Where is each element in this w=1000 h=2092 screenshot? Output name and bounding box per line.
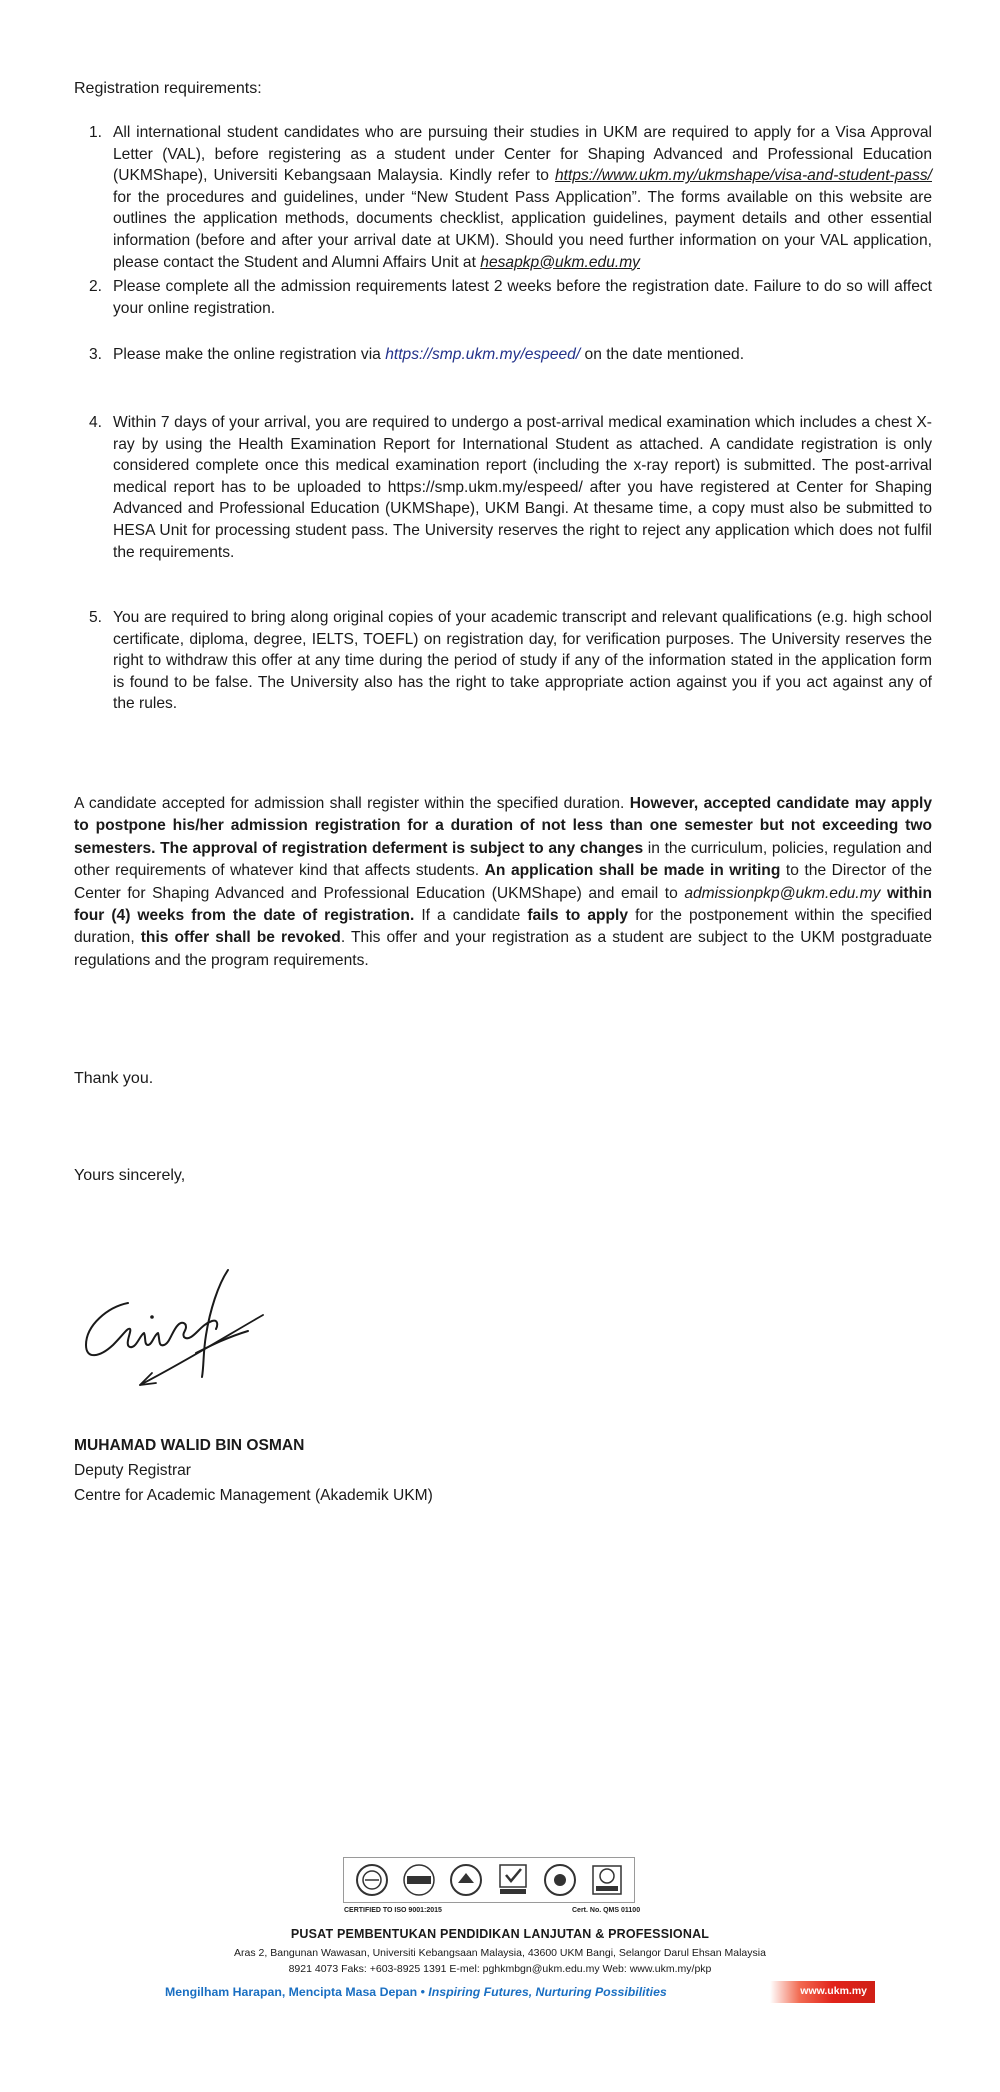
tagline-english: Inspiring Futures, Nurturing Possibilities (428, 1985, 667, 1999)
paragraph-text: A candidate accepted for admission shall register within the specified duration. (74, 795, 630, 812)
admission-email-link[interactable]: admissionpkp@ukm.edu.my (684, 884, 881, 902)
signature-image (78, 1265, 288, 1390)
website-banner (770, 1981, 875, 2003)
list-item (74, 276, 932, 319)
espeed-link[interactable]: https://smp.ukm.my/espeed/ (385, 346, 581, 363)
certification-logos (343, 1857, 635, 1903)
list-number: 5. (89, 609, 103, 626)
item-text: for the procedures and guidelines, under “New Student Pass Application”. The forms available on this website are outlines the application methods, documents checklist, application guidelines, payment details and other essential information (before and after your arrival date at UKM). Should you need further information on your VAL application, please contact the Student and Alumni Affairs Unit at (113, 188, 932, 271)
paragraph-bold-text: within four (4) weeks from the date of registration. (74, 884, 933, 925)
admission-paragraph (74, 793, 932, 972)
section-heading: Registration requirements: (74, 80, 262, 97)
list-text: Within 7 days of your arrival, you are required to undergo a post-arrival medical examination which includes a chest X-ray by using the Health Examination Report for International Student as attached. A candidate registration is only considered complete once this medical examination report (including the x-ray report) is submitted. The post-arrival medical report has to be uploaded to https://smp.ukm.my/espeed/ after you have registered at Center for Shaping Advanced and Professional Education (UKMShape), UKM Bangi. At thesame time, a copy must also be submitted to HESA Unit for processing student pass. The University reserves the right to reject any application which does not fulfil the requirements. (113, 414, 932, 561)
item-text: All international student candidates who are pursuing their studies in UKM are required to apply for a Visa Approval Letter (VAL), before registering as a student under Center for Shaping Advanced and Professional Education (UKMShape), Universiti Kebangsaan Malaysia. Kindly refer to (113, 124, 932, 185)
list-number: 4. (89, 414, 103, 431)
item-text: on the date mentioned. (580, 346, 745, 363)
ukas-icon (495, 1862, 531, 1898)
signatory-name: MUHAMAD WALID BIN OSMAN (74, 1437, 305, 1454)
signatory-department: Centre for Academic Management (Akademik UKM) (74, 1487, 433, 1504)
list-text: You are required to bring along original copies of your academic transcript and relevant qualifications (e.g. high school certificate, diploma, degree, IELTS, TOEFL) on registration day, for verification purposes. The University reserves the right to withdraw this offer at any time during the period of study if any of the information stated in the application form is found to be false. The University also has the right to take appropriate action against you if you act against any of the rules. (113, 609, 932, 713)
quality-system-icon (542, 1862, 578, 1898)
list-text: Please complete all the admission requirements latest 2 weeks before the registration date. Failure to do so will affect your online registration. (113, 278, 932, 317)
iso-certification-text: CERTIFIED TO ISO 9001:2015 (344, 1907, 442, 1914)
organization-name: PUSAT PEMBENTUKAN PENDIDIKAN LANJUTAN & PROFESSIONAL (290, 1927, 710, 1941)
item-text: Please make the online registration via (113, 346, 386, 363)
organization-address: Aras 2, Bangunan Wawasan, Universiti Kebangsaan Malaysia, 43600 UKM Bangi, Selangor Darul Ehsan Malaysia (234, 1947, 766, 1959)
standards-icon (401, 1862, 437, 1898)
iqnet-icon (589, 1862, 625, 1898)
quality-system-icon (448, 1862, 484, 1898)
tagline-malay: Mengilham Harapan, Mencipta Masa Depan (165, 1985, 418, 1999)
list-text (113, 344, 932, 366)
paragraph-text: for the postponement within the specified duration, (74, 907, 932, 947)
signatory-title: Deputy Registrar (74, 1462, 191, 1479)
paragraph-bold-text: An application shall be made in writing (484, 862, 781, 880)
paragraph-text: . This offer and your registration as a student are subject to the UKM postgraduate regulations and the program requirements. (74, 929, 932, 969)
paragraph-bold-text: However, accepted candidate may apply to postpone his/her admission registration for a duration of not less than one semester but not exceeding two semesters. The approval of registration deferment is subject to any changes (74, 795, 933, 857)
visa-info-link[interactable]: https://www.ukm.my/ukmshape/visa-and-student-pass/ (555, 167, 932, 185)
footer-tagline (165, 1985, 667, 1999)
list-item (74, 412, 932, 563)
hesa-email-link[interactable]: hesapkp@ukm.edu.my (480, 253, 640, 271)
tagline-separator: • (417, 1985, 429, 1999)
website-link[interactable]: www.ukm.my (800, 1985, 867, 1997)
list-number: 3. (89, 346, 103, 363)
paragraph-text: If a candidate (414, 907, 528, 925)
paragraph-text: in the curriculum, policies, regulation and other requirements of whatever kind that affects students. (74, 839, 932, 880)
list-item (74, 344, 932, 366)
paragraph-bold-text: fails to apply (527, 907, 629, 925)
list-number: 2. (89, 278, 103, 295)
yours-sincerely-text: Yours sincerely, (74, 1167, 186, 1184)
list-number: 1. (89, 124, 103, 141)
organization-contact: 8921 4073 Faks: +603-8925 1391 E-mel: pghkmbgn@ukm.edu.my Web: www.ukm.my/pkp (288, 1963, 712, 1975)
cert-number-text: Cert. No. QMS 01100 (572, 1907, 641, 1914)
list-text (113, 122, 932, 273)
list-item (74, 607, 932, 715)
quality-system-icon (354, 1862, 390, 1898)
paragraph-text: to the Director of the Center for Shaping Advanced and Professional Education (UKMShape) and email to (74, 862, 932, 902)
list-item (74, 122, 932, 273)
thank-you-text: Thank you. (74, 1070, 154, 1087)
paragraph-bold-text: this offer shall be revoked (140, 929, 341, 947)
